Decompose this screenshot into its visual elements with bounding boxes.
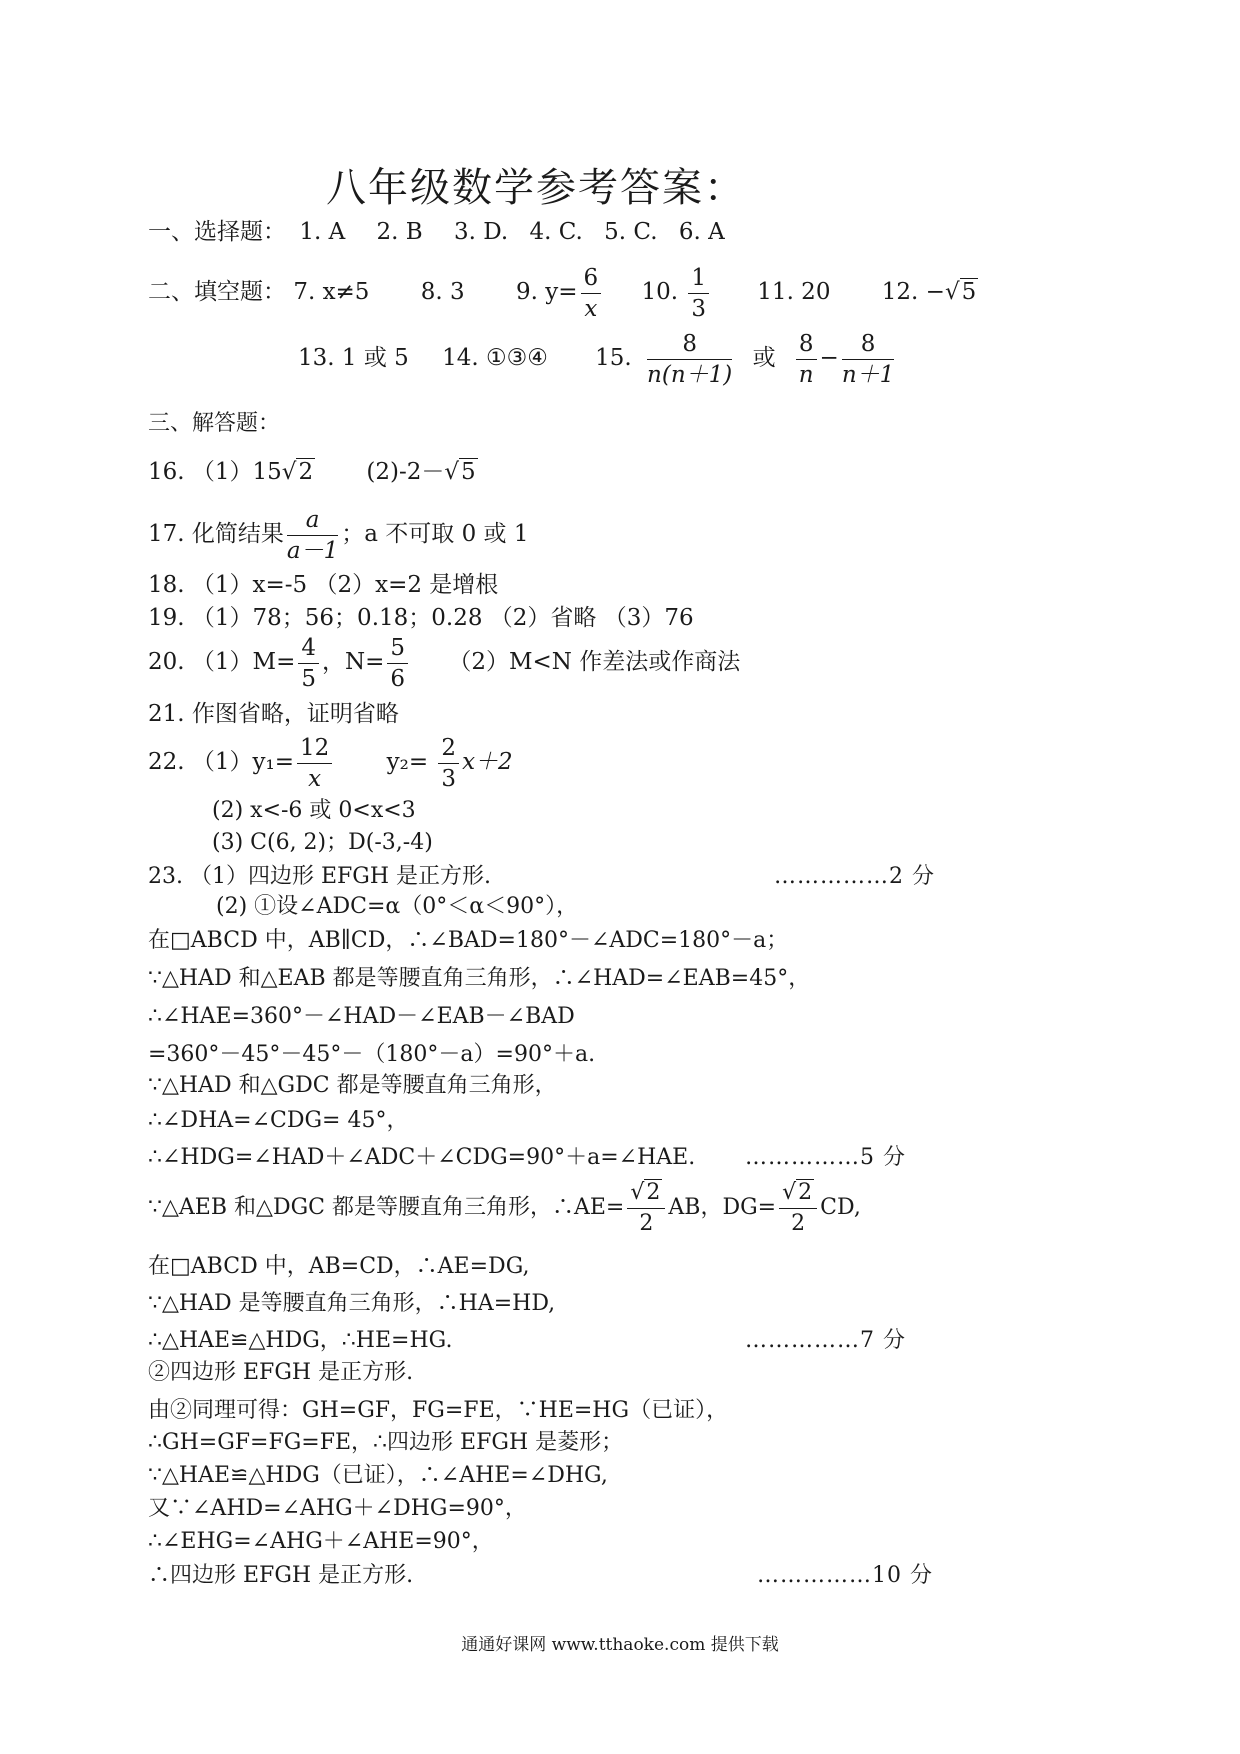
score-5: ……………5 分 <box>745 1145 906 1170</box>
answer-3: 3. D. <box>453 219 509 245</box>
answer-22: 22. （1）y₁= $\frac{12}{x}$ y₂= $\frac{2}{3}$ x＋2 <box>148 734 513 792</box>
fraction-10: $\frac{1}{3}$ <box>688 263 709 324</box>
fraction-17: $\frac{a}{a-1}$ <box>286 506 339 564</box>
answer-15: 15. <box>595 345 632 371</box>
answer-22-2: (2) x<-6 或 0<x<3 <box>212 798 416 823</box>
proof-line-17: ∵△HAE≌△HDG（已证），∴∠AHE=∠DHG, <box>148 1463 608 1488</box>
answer-7: 7. x≠5 <box>293 279 370 305</box>
answer-9: 9. y= <box>515 279 578 305</box>
score-2: ……………2 分 <box>774 864 935 889</box>
score-7: ……………7 分 <box>745 1328 906 1353</box>
answer-23-1: 23. （1）四边形 EFGH 是正方形. <box>148 864 492 889</box>
fraction-root2-b: $\frac{√2}{2}$ <box>779 1178 817 1239</box>
proof-line-11: 在□ABCD 中，AB=CD，∴AE=DG, <box>148 1254 530 1279</box>
answer-13: 13. 1 或 5 <box>298 345 409 371</box>
answer-18: 18. （1）x=-5 （2）x=2 是增根 <box>148 572 499 598</box>
proof-line-7: ∵△HAD 和△GDC 都是等腰直角三角形， <box>148 1073 557 1098</box>
fraction-15c: $\frac{8}{n+1}$ <box>841 330 895 388</box>
answer-4: 4. C. <box>529 219 583 245</box>
fraction-22a: $\frac{12}{x}$ <box>297 733 332 794</box>
sqrt-16a: √2 <box>281 459 314 485</box>
proof-line-6: =360°－45°－45°－（180°－a）=90°＋a. <box>148 1042 596 1067</box>
sqrt-12: √5 <box>944 279 977 305</box>
section-choice-label: 一、选择题： <box>148 219 286 245</box>
section-fill-row-2 <box>298 326 897 390</box>
proof-line-14: ②四边形 EFGH 是正方形. <box>148 1360 414 1385</box>
answer-20: 20. （1）M= $\frac{4}{5}$ ，N= $\frac{5}{6}$ （2）M<N 作差法或作商法 <box>148 634 741 692</box>
fraction-9: $\frac{6}{x}$ <box>581 263 602 324</box>
answer-17: 17. 化简结果 $\frac{a}{a-1}$ ；a 不可取 0 或 1 <box>148 506 529 564</box>
proof-line-3: 在□ABCD 中，AB∥CD，∴∠BAD=180°－∠ADC=180°－a； <box>148 928 789 953</box>
proof-line-20: ∴四边形 EFGH 是正方形. <box>148 1563 414 1588</box>
answer-2: 2. B <box>376 219 423 245</box>
fraction-15b: $\frac{8}{n}$ <box>796 329 817 390</box>
answer-8: 8. 3 <box>420 279 465 305</box>
answer-19: 19. （1）78；56；0.18；0.28 （2）省略 （3）76 <box>148 605 694 631</box>
section-fill-row-1 <box>148 260 978 324</box>
footer-credit: 通通好课网 www.tthaoke.com 提供下载 <box>461 1635 779 1655</box>
proof-line-12: ∵△HAD 是等腰直角三角形，∴HA=HD, <box>148 1291 556 1316</box>
section-choice <box>148 217 725 247</box>
section-fill-label: 二、填空题： <box>148 279 286 305</box>
answer-14: 14. ①③④ <box>442 345 548 371</box>
proof-line-16: ∴GH=GF=FG=FE，∴四边形 EFGH 是菱形； <box>148 1430 624 1455</box>
sqrt-16b: √5 <box>444 459 476 485</box>
answer-6: 6. A <box>678 219 725 245</box>
score-10: ……………10 分 <box>757 1563 933 1588</box>
proof-line-10: ∵△AEB 和△DGC 都是等腰直角三角形，∴AE= $\frac{√2}{2}$ AB，DG= $\frac{√2}{2}$ CD, <box>148 1176 861 1240</box>
fraction-20m: $\frac{4}{5}$ <box>298 633 319 694</box>
page-title: 八年级数学参考答案： <box>326 165 746 211</box>
answer-10: 10. <box>641 279 679 305</box>
answer-16: 16. （1）15√2 (2)-2－√5 <box>148 459 476 485</box>
minus-sign: − <box>819 345 839 371</box>
answer-22-3: (3) C(6, 2)；D(-3,-4) <box>212 830 433 855</box>
proof-line-9: ∴∠HDG=∠HAD＋∠ADC＋∠CDG=90°＋a=∠HAE. <box>148 1145 696 1170</box>
proof-line-15: 由②同理可得：GH=GF，FG=FE，∵HE=HG（已证）， <box>148 1398 729 1423</box>
proof-line-4: ∵△HAD 和△EAB 都是等腰直角三角形，∴∠HAD=∠EAB=45°， <box>148 966 811 991</box>
answer-12: 12. − <box>881 279 945 305</box>
proof-line-5: ∴∠HAE=360°－∠HAD－∠EAB－∠BAD <box>148 1004 575 1029</box>
section-solve-label: 三、解答题： <box>148 411 281 436</box>
proof-line-18: 又∵∠AHD=∠AHG＋∠DHG=90°， <box>148 1496 527 1521</box>
fraction-20n: $\frac{5}{6}$ <box>387 633 408 694</box>
proof-line-19: ∴∠EHG=∠AHG＋∠AHE=90°， <box>148 1529 494 1554</box>
answer-1: 1. A <box>299 219 346 245</box>
answer-5: 5. C. <box>604 219 658 245</box>
answer-21: 21. 作图省略，证明省略 <box>148 701 399 727</box>
proof-line-13: ∴△HAE≌△HDG，∴HE=HG. <box>148 1328 453 1353</box>
answer-11: 11. 20 <box>757 279 831 305</box>
answer-23-2: (2) ①设∠ADC=α（0°＜α＜90°）， <box>216 894 579 919</box>
fraction-root2-a: $\frac{√2}{2}$ <box>627 1178 665 1239</box>
fraction-15a: $\frac{8}{n(n+1)}$ <box>647 330 733 388</box>
fraction-22b: $\frac{2}{3}$ <box>438 733 459 794</box>
or-text: 或 <box>752 345 776 371</box>
proof-line-8: ∴∠DHA=∠CDG= 45°， <box>148 1108 409 1133</box>
